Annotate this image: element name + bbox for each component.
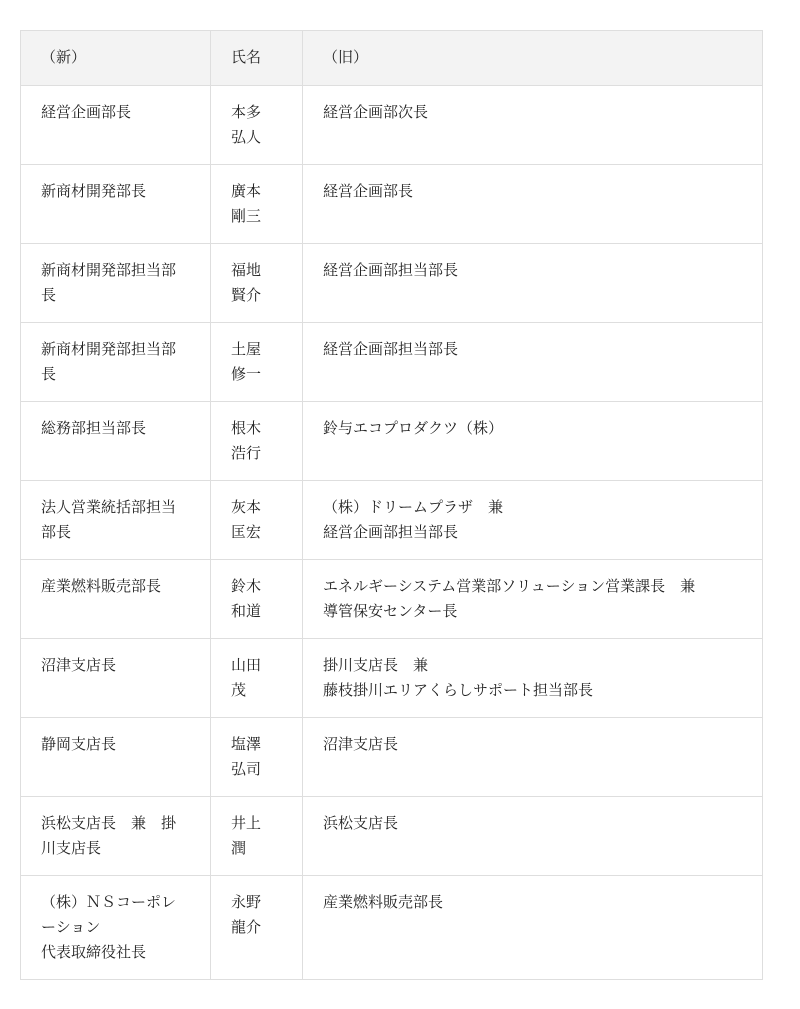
old-position-cell: 浜松支店長: [303, 797, 763, 876]
name-cell: 鈴木 和道: [211, 560, 303, 639]
name-cell: 山田 茂: [211, 639, 303, 718]
old-position-cell: 経営企画部担当部長: [303, 323, 763, 402]
table-row: [21, 481, 763, 560]
table-row: [21, 560, 763, 639]
new-position-cell: 浜松支店長 兼 掛 川支店長: [21, 797, 211, 876]
old-position-cell: （株）ドリームプラザ 兼 経営企画部担当部長: [303, 481, 763, 560]
personnel-table: [20, 30, 763, 980]
name-cell: 根木 浩行: [211, 402, 303, 481]
header-old-position: （旧）: [303, 31, 763, 86]
new-position-cell: 静岡支店長: [21, 718, 211, 797]
name-cell: 灰本 匡宏: [211, 481, 303, 560]
table-row: [21, 639, 763, 718]
name-cell: 塩澤 弘司: [211, 718, 303, 797]
table-row: [21, 165, 763, 244]
old-position-cell: 掛川支店長 兼 藤枝掛川エリアくらしサポート担当部長: [303, 639, 763, 718]
name-cell: 本多 弘人: [211, 86, 303, 165]
table-row: [21, 876, 763, 980]
old-position-cell: 経営企画部次長: [303, 86, 763, 165]
name-cell: 井上 潤: [211, 797, 303, 876]
old-position-cell: 沼津支店長: [303, 718, 763, 797]
table-row: [21, 244, 763, 323]
new-position-cell: 経営企画部長: [21, 86, 211, 165]
new-position-cell: 新商材開発部担当部 長: [21, 244, 211, 323]
old-position-cell: 経営企画部長: [303, 165, 763, 244]
new-position-cell: （株）ＮＳコーポレ ーション 代表取締役社長: [21, 876, 211, 980]
old-position-cell: 鈴与エコプロダクツ（株）: [303, 402, 763, 481]
table-row: [21, 718, 763, 797]
new-position-cell: 産業燃料販売部長: [21, 560, 211, 639]
table-row: [21, 797, 763, 876]
old-position-cell: 産業燃料販売部長: [303, 876, 763, 980]
new-position-cell: 新商材開発部長: [21, 165, 211, 244]
header-name: 氏名: [211, 31, 303, 86]
old-position-cell: 経営企画部担当部長: [303, 244, 763, 323]
name-cell: 廣本 剛三: [211, 165, 303, 244]
new-position-cell: 総務部担当部長: [21, 402, 211, 481]
name-cell: 永野 龍介: [211, 876, 303, 980]
name-cell: 土屋 修一: [211, 323, 303, 402]
new-position-cell: 法人営業統括部担当 部長: [21, 481, 211, 560]
table-row: [21, 402, 763, 481]
table-row: [21, 86, 763, 165]
old-position-cell: エネルギーシステム営業部ソリューション営業課長 兼 導管保安センター長: [303, 560, 763, 639]
name-cell: 福地 賢介: [211, 244, 303, 323]
table-header-row: [21, 31, 763, 86]
table-row: [21, 323, 763, 402]
new-position-cell: 沼津支店長: [21, 639, 211, 718]
header-new-position: （新）: [21, 31, 211, 86]
new-position-cell: 新商材開発部担当部 長: [21, 323, 211, 402]
